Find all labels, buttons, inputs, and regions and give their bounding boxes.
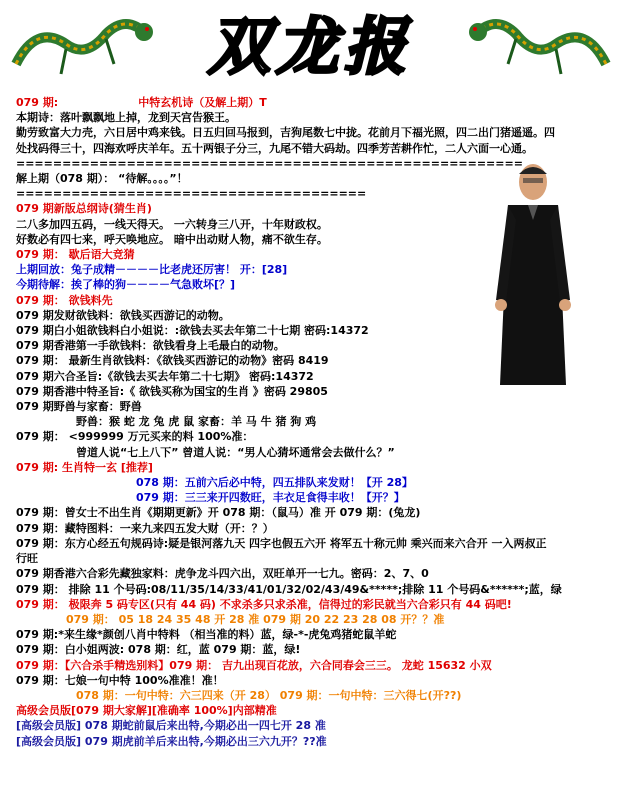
- line-text: 上期回放：兔子成精－－－－比老虎还厉害！ 开：[28]: [16, 263, 288, 277]
- text-line: [16, 612, 616, 627]
- line-text: 079 期:*来生缘*颜创八肖中特料 （相当准的料）蓝，绿-*-虎兔鸡猪蛇鼠羊蛇: [16, 628, 397, 642]
- line-text: 079 期野兽与家畜：野兽: [16, 400, 142, 414]
- line-text: 今期待解：挨了棒的狗－－－－气急败坏[？]: [16, 278, 236, 292]
- line-text: 079 期发财欲钱料：欲钱买西游记的动物。: [16, 308, 230, 322]
- text-line: [16, 429, 616, 444]
- line-text: =======================================================: [16, 156, 523, 170]
- line-text: 079 期六合圣旨:《欲钱去买去年第二十七期》 密码:14372: [16, 369, 314, 383]
- line-text: 079 期：曾女士不出生肖《期期更新》开 078 期：（鼠马）准 开 079 期：(兔龙): [16, 506, 421, 520]
- page-title: 双龙报: [207, 10, 412, 83]
- text-line: [16, 734, 616, 749]
- line-text: 二八多加四五码，一线天得天。 一六转身三八开，十年财政权。: [16, 217, 328, 231]
- dragon-right-icon: [466, 4, 616, 84]
- text-line: [16, 217, 616, 232]
- line-text: [高级会员版] 079 期虎前羊后来出特,今期必出三六九开？??准: [16, 734, 327, 748]
- text-line: [16, 566, 616, 581]
- text-line: [16, 308, 616, 323]
- text-line: [16, 293, 616, 308]
- text-line: [16, 414, 616, 429]
- line-text: 079 期香港第一手欲钱料：欲钱看身上毛最白的动物。: [16, 339, 285, 353]
- text-line: [16, 475, 616, 490]
- text-line: [16, 703, 616, 718]
- line-text: 079 期:: [16, 96, 59, 109]
- text-line: [16, 95, 616, 110]
- text-line: [16, 171, 616, 186]
- text-line: [16, 521, 616, 536]
- line-text: 好数必有四七来，呼天唤地应。 暗中出动财人物，痛不欲生存。: [16, 232, 328, 246]
- line-text: 079 期香港六合彩先藏独家料：虎争龙斗四六出，双旺单开一七九。密码：2、7、0: [16, 567, 429, 581]
- line-text: 078 期：一句中特：六三四来（开 28） 079 期：一句中特：三六得七(开??): [76, 688, 462, 702]
- line-text: 079 期：【六合杀手精选别料】079 期： 吉九出现百花放，六合同春会三三。 龙蛇 15632 小双: [16, 658, 492, 672]
- line-text: 079 期： 排除 11 个号码:08/11/35/14/33/41/01/32/02/43/49&*****;排除 11 个号码&******;蓝，绿: [16, 582, 562, 596]
- line-text: 解上期（078 期）： “待解。。。。”！: [16, 172, 188, 186]
- line-text: 079 期白小姐欲钱料白小姐说：:欲钱去买去年第二十七期 密码:14372: [16, 324, 369, 338]
- line-text: ======================================: [16, 187, 367, 201]
- text-line: [16, 642, 616, 657]
- line-text: 079 期：三三来开四数旺，丰衣足食得丰收！【开？】: [136, 491, 405, 505]
- text-line: [16, 353, 616, 368]
- text-line: [16, 201, 616, 216]
- line-text: 078 期：五前六后必中特，四五排队来发财！【开 28】: [136, 476, 413, 490]
- text-line: [16, 658, 616, 673]
- text-line: [16, 384, 616, 399]
- line-text: 勤劳致富大力壳，六日居中鸡来钱。日五归回马报到，吉狗尾数七中拢。花前月下福光照，四二出门猪遥遥。四处找码得三十，四海欢呼庆羊年。五十两银子分三，九尾不错大码劫。四季芳苦耕作忙，二人六面一心通。: [16, 126, 555, 155]
- text-line: [16, 338, 616, 353]
- text-line: [16, 536, 556, 566]
- line-text: 野兽：猴 蛇 龙 兔 虎 鼠 家畜：羊 马 牛 猪 狗 鸡: [76, 415, 317, 429]
- text-line: [16, 627, 616, 642]
- line-text: 079 期香港中特圣旨:《 欲钱买称为国宝的生肖 》密码 29805: [16, 384, 328, 398]
- text-line: [16, 110, 616, 125]
- text-line: [16, 232, 616, 247]
- line-text: 079 期：七娘一句中特 100%准准！准！: [16, 673, 224, 687]
- text-line: [16, 186, 616, 201]
- text-line: [16, 460, 616, 475]
- line-text: 079 期： 最新生肖欲钱料：《欲钱买西游记的动物》密码 8419: [16, 354, 329, 368]
- line-text: 079 期： 欲钱料先: [16, 293, 113, 307]
- text-line: [16, 125, 556, 155]
- line-text: 079 期：藏特图料：一来九来四五发大财（开：？）: [16, 521, 274, 535]
- text-line: [16, 323, 616, 338]
- text-line: [16, 582, 616, 597]
- text-line: [16, 688, 616, 703]
- line-text-secondary: 中特玄机诗（及解上期）T: [138, 96, 267, 109]
- line-text: 079 期： 极限奔 5 码专区(只有 44 码) 不求杀多只求杀准，信得过的彩民就当六合彩只有 44 码吧!: [16, 597, 512, 611]
- header-banner: [0, 0, 622, 92]
- text-line: [16, 445, 616, 460]
- line-text: 曾道人说“七上八下” 曾道人说：“男人心猜坏通常会去做什么？”: [76, 445, 395, 459]
- text-line: [16, 369, 616, 384]
- text-line: [16, 597, 616, 612]
- line-text: 079 期： <999999 万元买来的料 100%准：: [16, 430, 254, 444]
- line-text: 079 期： 05 18 24 35 48 开 28 准 079 期 20 22 23 28 08 开？？准: [66, 612, 445, 626]
- line-text: [高级会员版] 078 期蛇前鼠后来出特,今期必出一四七开 28 准: [16, 719, 326, 733]
- line-text: 079 期：东方心经五句规码诗:疑是银河落九天 四字也假五六开 将军五十称元帅 乘兴而来六合开 一入两叔正行旺: [16, 536, 547, 566]
- text-line: [16, 262, 616, 277]
- text-line: [16, 399, 616, 414]
- text-line: [16, 277, 616, 292]
- line-text: 079 期：白小姐两波: 078 期：红，蓝 079 期：蓝，绿!: [16, 643, 301, 657]
- dragon-left-icon: [6, 4, 156, 84]
- text-line: [16, 505, 616, 520]
- main-content: [16, 95, 616, 749]
- line-text: 本期诗：落叶飘飘地上掉，龙到天宫告猴王。: [16, 111, 236, 125]
- text-line: [16, 156, 616, 171]
- line-text: 079 期新版总纲诗(猜生肖): [16, 202, 152, 216]
- text-line: [16, 247, 616, 262]
- line-text: 079 期: 生肖特一玄 [推荐]: [16, 460, 153, 474]
- line-text: 079 期： 歇后语大竞猜: [16, 248, 135, 262]
- text-line: [16, 490, 616, 505]
- text-line: [16, 673, 616, 688]
- line-text: 高级会员版[079 期大家解][准确率 100%]内部精准: [16, 704, 277, 718]
- text-line: [16, 718, 616, 733]
